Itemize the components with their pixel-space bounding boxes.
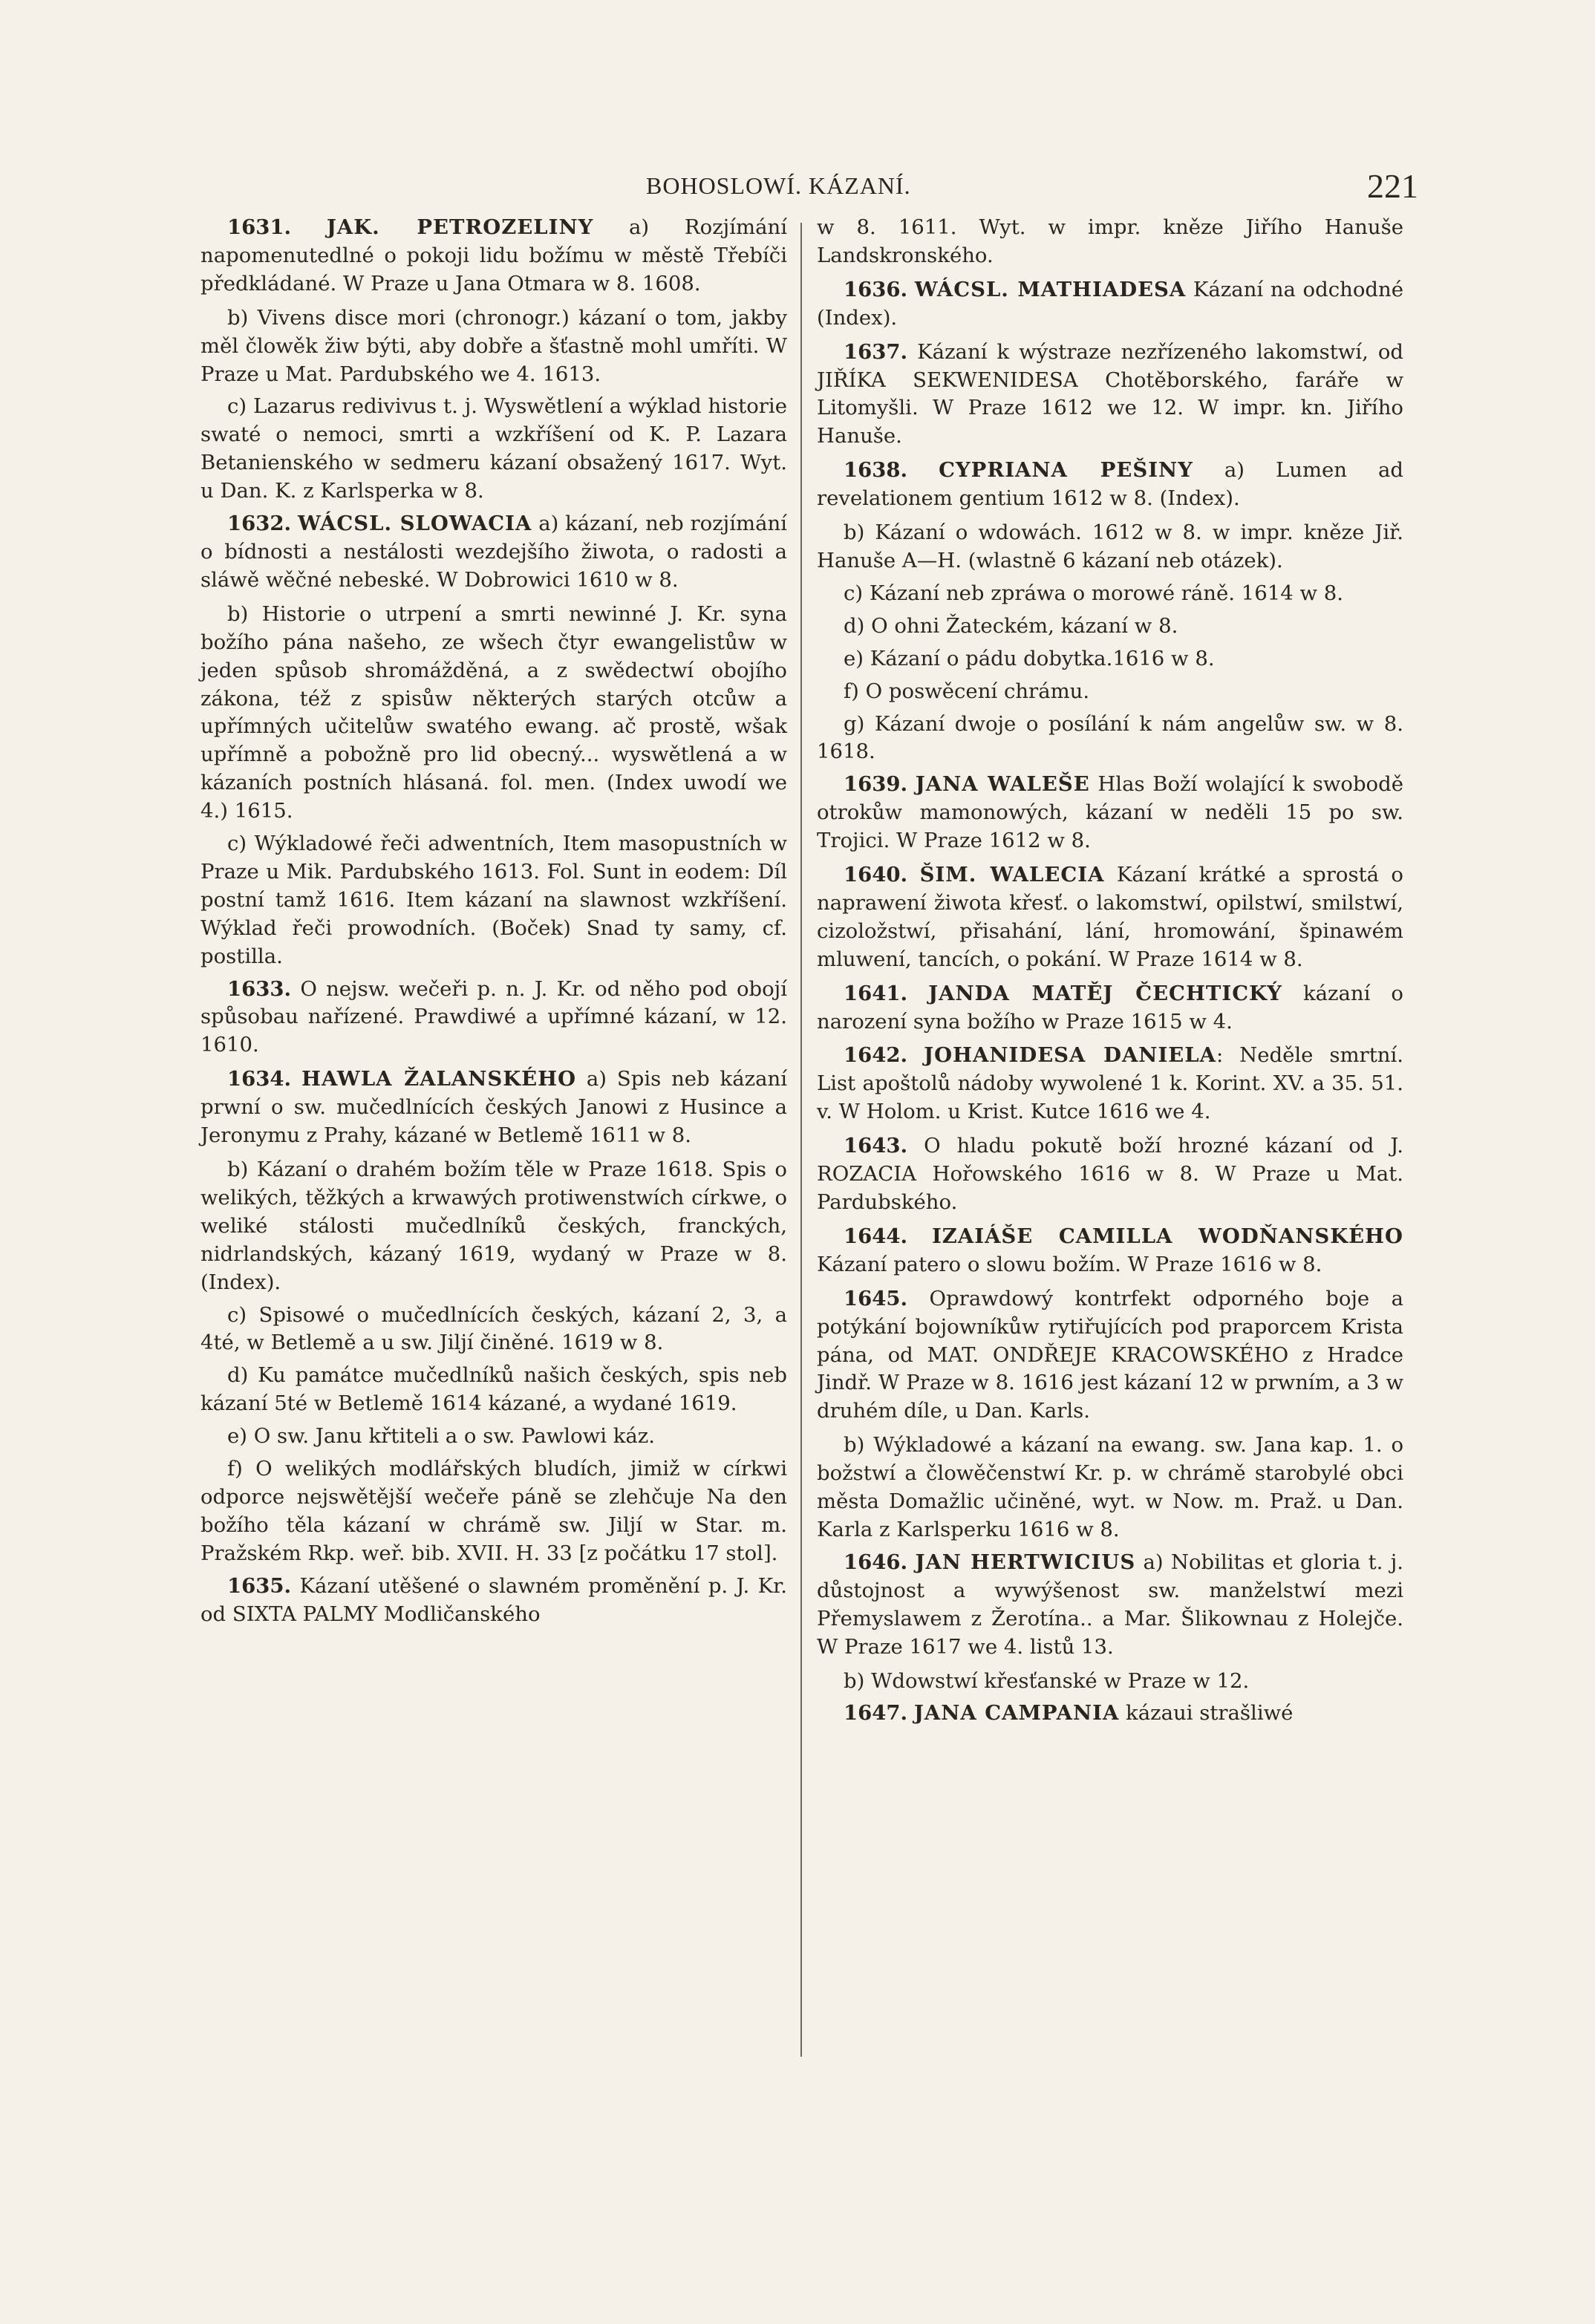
- entry-text: Hlas Boží wolající k swobodě otrokůw mamonowých, kázaní w neděli 15 po sw. Trojici. W Praze 1612 w 8.: [817, 772, 1403, 853]
- running-title: BOHOSLOWÍ. KÁZANÍ.: [646, 172, 911, 199]
- entry-number: 1636.: [844, 277, 908, 301]
- entry-number: 1642.: [844, 1043, 908, 1068]
- bibliography-entry: [817, 861, 1403, 974]
- entry-subitem: c) Wýkladowé řeči adwentních, Item masopustních w Praze u Mik. Pardubského 1613. Fol. Sunt in eodem: Díl postní tamž 1616. Item kázaní na slawnost wzkříšení. Wýklad řeči prowodních. (Boček) Snad ty samy, cf. postilla.: [200, 832, 787, 968]
- entry-text: O hladu pokutě boží hrozné kázaní od J. ROZACIA Hořowského 1616 w 8. W Praze u Mat. Pardubského.: [817, 1134, 1403, 1214]
- entry-subitem: f) O welikých modlářských bludích, jimiž w církwi odporce nejswětější wečeře páně se zlehčuje Na den božího těla kázaní w chrámě sw. Jiljí w Star. m. Pražském Rkp. weř. bib. XVII. H. 33 [z počátku 17 stol].: [200, 1457, 787, 1565]
- entry-author: WÁCSL. MATHIADESA: [914, 277, 1187, 301]
- entry-subitem: b) Wýkladowé a kázaní na ewang. sw. Jana kap. 1. o božstwí a člowěčenstwí Kr. p. w chrámě starobylé obci města Domažlic učiněné, wyt. w Now. m. Praž. u Dan. Karla z Karlsperku 1616 w 8.: [817, 1433, 1403, 1541]
- bibliography-entry: [817, 771, 1403, 855]
- entry-subitem: b) Vivens disce mori (chronogr.) kázaní o tom, jakby měl člowěk žiw býti, aby dobře a šťastně mohl umříti. W Praze u Mat. Pardubského we 4. 1613.: [200, 305, 787, 386]
- entry-text: Oprawdowý kontrfekt odporného boje a potýkání bojowníkůw rytiřujících pod praporcem Krista pána, od MAT. ONDŘEJE KRACOWSKÉHO z Hradce Jindř. W Praze w 8. 1616 jest kázaní 12 w prwním, a 3 w druhém díle, u Dan. Karls.: [817, 1286, 1403, 1423]
- entry-subitem: b) Historie o utrpení a smrti newinné J. Kr. syna božího pána našeho, ze wšech čtyr ewangelistůw w jeden spůsob shromážděná, a z swědectwí obojího zákona, též z spisůw některých starých otcůw a upřímných učitelůw swatého ewang. ač prostě, wšak upřímně a pobožně pro lid obecný... wyswětlená a w kázaních postních hlásaná. fol. men. (Index uwodí we 4.) 1615.: [200, 601, 787, 823]
- entry-author: IZAIÁŠE CAMILLA WODŇANSKÉHO: [931, 1224, 1403, 1248]
- bibliography-entry: [200, 1065, 787, 1150]
- entry-text: : Neděle smrtní. List apoštolů nádoby wywolené 1 k. Korint. XV. a 35. 51. v. W Holom. u Krist. Kutce 1616 we 4.: [817, 1043, 1403, 1124]
- entry-text: a) Rozjímání napomenutedlné o pokoji lidu božímu w městě Třebíči předkládané. W Praze u Jana Otmara w 8. 1608.: [200, 215, 787, 296]
- entry-number: 1643.: [844, 1134, 908, 1158]
- entry-author: JAK. PETROZELINY: [326, 215, 594, 239]
- bibliography-entry: [817, 457, 1403, 513]
- entry-text: Kázaní utěšené o slawném proměnění p. J. Kr. od SIXTA PALMY Modličanského: [200, 1573, 787, 1626]
- entry-number: 1634.: [227, 1067, 292, 1091]
- column-divider: [800, 223, 802, 2057]
- entry-number: 1635.: [227, 1573, 292, 1598]
- entry-text: a) Spis neb kázaní prwní o sw. mučedlnících českých Janowi z Husince a Jeronymu z Prahy, kázané w Betlemě 1611 w 8.: [200, 1067, 787, 1148]
- page-number: 221: [1367, 167, 1418, 205]
- entry-number: 1645.: [844, 1286, 908, 1310]
- bibliography-entry: [817, 1132, 1403, 1217]
- entry-text: Kázaní k wýstraze nezřízeného lakomstwí, od JIŘÍKA SEKWENIDESA Chotěborského, faráře w Litomyšli. W Praze 1612 we 12. W impr. kn. Jiřího Hanuše.: [817, 339, 1403, 448]
- bibliography-entry: [200, 510, 787, 595]
- entry-text: O nejsw. wečeři p. n. J. Kr. od něho pod obojí spůsobau nařízené. Prawdiwé a upřímné kázaní, w 12. 1610.: [200, 976, 787, 1057]
- bibliography-entry: [200, 214, 787, 298]
- bibliography-entry: [817, 980, 1403, 1037]
- entry-author: ŠIM. WALECIA: [919, 863, 1105, 887]
- bibliography-entry: [200, 1573, 787, 1629]
- bibliography-entry: [817, 1700, 1403, 1728]
- entry-number: 1647.: [844, 1701, 908, 1726]
- entry-author: HAWLA ŽALANSKÉHO: [301, 1067, 577, 1091]
- bibliography-entry: [817, 339, 1403, 451]
- entry-text: Kázaní krátké a sprostá o naprawení žiwota křesť. o lakomstwí, opilstwí, smilstwí, cizoložstwí, přisahání, lání, hromowání, špinawém mluwení, tancích, o pokání. W Praze 1614 w 8.: [817, 863, 1403, 971]
- bibliography-entry: [817, 1549, 1403, 1662]
- entry-author: JOHANIDESA DANIELA: [924, 1043, 1216, 1068]
- entry-subitem: f) O poswěcení chrámu.: [844, 679, 1090, 703]
- entry-number: 1632.: [227, 512, 292, 536]
- entry-text: a) Nobilitas et gloria t. j. důstojnost a wywýšenost sw. manželstwí mezi Přemyslawem z Žerotína.. a Mar. Šlikownau z Holejče. W Praze 1617 we 4. listů 13.: [817, 1550, 1403, 1659]
- entry-number: 1640.: [844, 863, 908, 887]
- bibliography-entry: [817, 276, 1403, 333]
- right-column: [817, 214, 1403, 1734]
- entry-text: a) kázaní, neb rozjímání o bídnosti a nestálosti wezdejšího žiwota, o radosti a sláwě wěčné nebeské. W Dobrowici 1610 w 8.: [200, 512, 787, 592]
- entry-author: JANDA MATĚJ ČECHTICKÝ: [928, 981, 1282, 1005]
- entry-text: kázaui strašliwé: [1119, 1701, 1294, 1726]
- entry-subitem: d) Ku památce mučedlníků našich českých, spis neb kázaní 5té w Betlemě 1614 kázané, a wydané 1619.: [200, 1363, 787, 1416]
- entry-number: 1633.: [227, 976, 292, 1001]
- entry-author: JAN HERTWICIUS: [915, 1550, 1136, 1574]
- entry-continuation: w 8. 1611. Wyt. w impr. kněze Jiřího Hanuše Landskronského.: [817, 215, 1403, 267]
- entry-text: Kázaní patero o slowu božím. W Praze 1616 w 8.: [817, 1252, 1322, 1276]
- entry-text: kázaní o narození syna božího w Praze 1615 w 4.: [817, 981, 1403, 1034]
- bibliography-entry: [200, 976, 787, 1060]
- bibliography-entry: [817, 1223, 1403, 1279]
- entry-subitem: b) Wdowstwí křesťanské w Praze w 12.: [844, 1668, 1250, 1693]
- entry-subitem: b) Kázaní o drahém božím těle w Praze 1618. Spis o welikých, těžkých a krwawých protiwenstwích církwe, o weliké stálosti mučedlníků českých, franckých, nidrlandských, kázaný 1619, wydaný w Praze w 8. (Index).: [200, 1158, 787, 1294]
- left-column: [200, 214, 787, 1635]
- entry-subitem: c) Lazarus redivivus t. j. Wyswětlení a wýklad historie swaté o nemoci, smrti a wzkříšení od K. P. Lazara Betanienského w sedmeru kázaní obsažený 1617. Wyt. u Dan. K. z Karlsperka w 8.: [200, 394, 787, 503]
- entry-number: 1644.: [844, 1224, 908, 1248]
- entry-subitem: c) Spisowé o mučedlnících českých, kázaní 2, 3, a 4té, w Betlemě a u sw. Jiljí činěné. 1619 w 8.: [200, 1302, 787, 1355]
- entry-subitem: e) O sw. Janu křtiteli a o sw. Pawlowi káz.: [227, 1424, 656, 1449]
- entry-number: 1646.: [844, 1550, 908, 1574]
- bibliography-entry: [817, 1285, 1403, 1426]
- entry-number: 1637.: [844, 339, 908, 364]
- bibliography-entry: [817, 1042, 1403, 1126]
- entry-author: JANA CAMPANIA: [913, 1701, 1120, 1726]
- entry-number: 1631.: [227, 215, 292, 239]
- entry-subitem: b) Kázaní o wdowách. 1612 w 8. w impr. kněze Jiř. Hanuše A—H. (wlastně 6 kázaní neb otázek).: [817, 520, 1403, 572]
- entry-number: 1641.: [844, 981, 908, 1005]
- entry-number: 1639.: [844, 772, 908, 797]
- entry-author: CYPRIANA PEŠINY: [939, 458, 1193, 483]
- entry-author: WÁCSL. SLOWACIA: [297, 512, 532, 536]
- entry-subitem: g) Kázaní dwoje o posílání k nám angelůw sw. w 8. 1618.: [817, 711, 1403, 764]
- entry-number: 1638.: [844, 458, 908, 483]
- entry-author: JANA WALEŠE: [915, 772, 1090, 797]
- entry-subitem: d) O ohni Žateckém, kázaní w 8.: [844, 613, 1178, 638]
- page-header: [200, 167, 1418, 217]
- entry-subitem: c) Kázaní neb zpráwa o morowé ráně. 1614 w 8.: [844, 581, 1344, 605]
- entry-text: Kázaní na odchodné (Index).: [817, 277, 1403, 330]
- entry-text: a) Lumen ad revelationem gentium 1612 w 8. (Index).: [817, 458, 1404, 511]
- entry-subitem: e) Kázaní o pádu dobytka.1616 w 8.: [844, 646, 1215, 670]
